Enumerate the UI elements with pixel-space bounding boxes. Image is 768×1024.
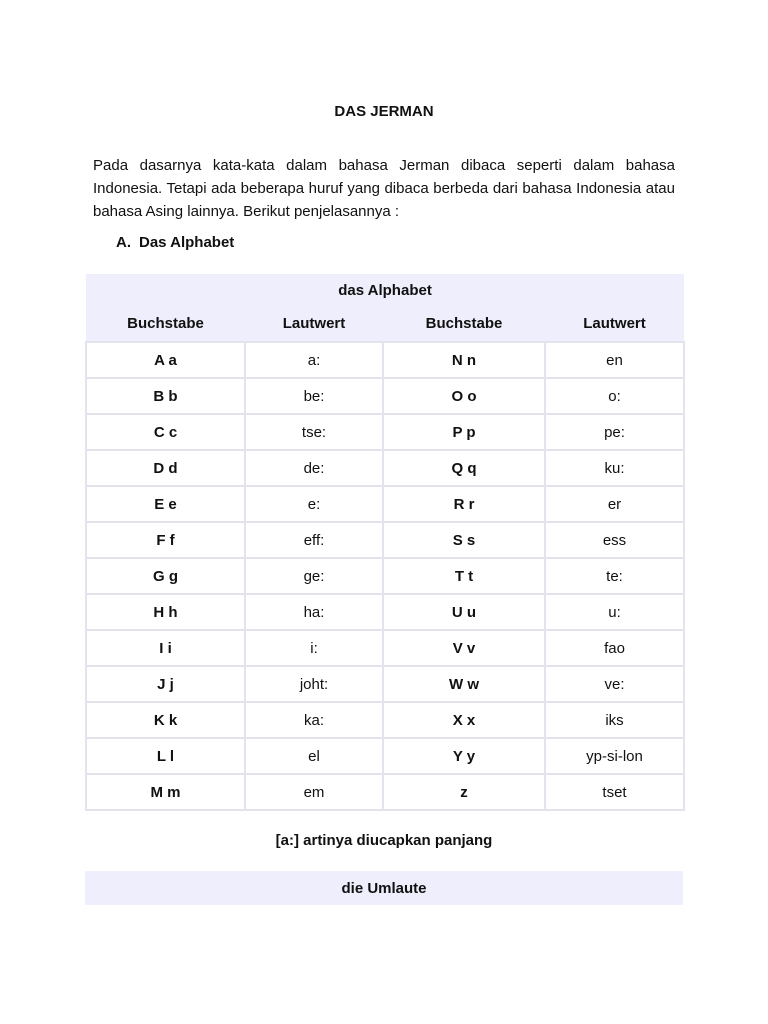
table-caption: das Alphabet: [86, 274, 684, 306]
letter-cell: W w: [383, 666, 545, 702]
sound-value-cell: yp-si-lon: [545, 738, 684, 774]
sound-value-cell: en: [545, 342, 684, 378]
letter-cell: Y y: [383, 738, 545, 774]
table-row: [86, 450, 684, 486]
sound-value-cell: joht:: [245, 666, 383, 702]
sound-value-cell: ha:: [245, 594, 383, 630]
letter-cell: J j: [86, 666, 245, 702]
column-header-buchstabe-1: Buchstabe: [86, 306, 245, 342]
table-body: [86, 342, 684, 810]
sound-value-cell: fao: [545, 630, 684, 666]
sound-value-cell: iks: [545, 702, 684, 738]
sound-value-cell: er: [545, 486, 684, 522]
table-row: [86, 378, 684, 414]
umlaute-table-caption: [85, 871, 683, 905]
letter-cell: C c: [86, 414, 245, 450]
letter-cell: Q q: [383, 450, 545, 486]
letter-cell: G g: [86, 558, 245, 594]
sound-value-cell: tset: [545, 774, 684, 810]
table-row: [86, 594, 684, 630]
sound-value-cell: em: [245, 774, 383, 810]
sound-value-cell: el: [245, 738, 383, 774]
letter-cell: K k: [86, 702, 245, 738]
letter-cell: E e: [86, 486, 245, 522]
sound-value-cell: o:: [545, 378, 684, 414]
sound-value-cell: be:: [245, 378, 383, 414]
table-row: [86, 558, 684, 594]
sound-value-cell: tse:: [245, 414, 383, 450]
document-title: DAS JERMAN: [334, 103, 434, 120]
sound-value-cell: ka:: [245, 702, 383, 738]
sound-value-cell: de:: [245, 450, 383, 486]
letter-cell: I i: [86, 630, 245, 666]
column-header-lautwert-2: Lautwert: [545, 306, 684, 342]
letter-cell: R r: [383, 486, 545, 522]
sound-value-cell: e:: [245, 486, 383, 522]
sound-value-cell: eff:: [245, 522, 383, 558]
table-row: [86, 630, 684, 666]
letter-cell: A a: [86, 342, 245, 378]
table-row: [86, 702, 684, 738]
column-header-lautwert-1: Lautwert: [245, 306, 383, 342]
umlaute-caption-text: die Umlaute: [341, 879, 427, 897]
sound-value-cell: ku:: [545, 450, 684, 486]
letter-cell: N n: [383, 342, 545, 378]
letter-cell: D d: [86, 450, 245, 486]
letter-cell: L l: [86, 738, 245, 774]
letter-cell: X x: [383, 702, 545, 738]
sound-value-cell: a:: [245, 342, 383, 378]
table-row: [86, 666, 684, 702]
sound-value-cell: u:: [545, 594, 684, 630]
letter-cell: B b: [86, 378, 245, 414]
letter-cell: z: [383, 774, 545, 810]
letter-cell: T t: [383, 558, 545, 594]
section-title: Das Alphabet: [139, 234, 235, 251]
table-row: [86, 342, 684, 378]
table-row: [86, 414, 684, 450]
table-row: [86, 522, 684, 558]
sound-value-cell: pe:: [545, 414, 684, 450]
pronunciation-note: [a:] artinya diucapkan panjang: [275, 832, 493, 849]
sound-value-cell: te:: [545, 558, 684, 594]
section-letter: A.: [116, 234, 131, 251]
sound-value-cell: i:: [245, 630, 383, 666]
letter-cell: U u: [383, 594, 545, 630]
letter-cell: H h: [86, 594, 245, 630]
alphabet-table: [85, 274, 685, 811]
letter-cell: M m: [86, 774, 245, 810]
letter-cell: O o: [383, 378, 545, 414]
table-row: [86, 486, 684, 522]
letter-cell: F f: [86, 522, 245, 558]
table-row: [86, 738, 684, 774]
column-header-buchstabe-2: Buchstabe: [383, 306, 545, 342]
letter-cell: P p: [383, 414, 545, 450]
letter-cell: V v: [383, 630, 545, 666]
intro-paragraph: Pada dasarnya kata-kata dalam bahasa Jerman dibaca seperti dalam bahasa Indonesia. Tetapi ada beberapa huruf yang dibaca berbeda dari bahasa Indonesia atau bahasa Asing lainnya. Berikut penjelasannya :: [93, 157, 675, 220]
sound-value-cell: ess: [545, 522, 684, 558]
section-heading: [116, 234, 234, 251]
table-caption-row: [86, 274, 684, 306]
sound-value-cell: ve:: [545, 666, 684, 702]
sound-value-cell: ge:: [245, 558, 383, 594]
table-header-row: [86, 306, 684, 342]
letter-cell: S s: [383, 522, 545, 558]
table-row: [86, 774, 684, 810]
